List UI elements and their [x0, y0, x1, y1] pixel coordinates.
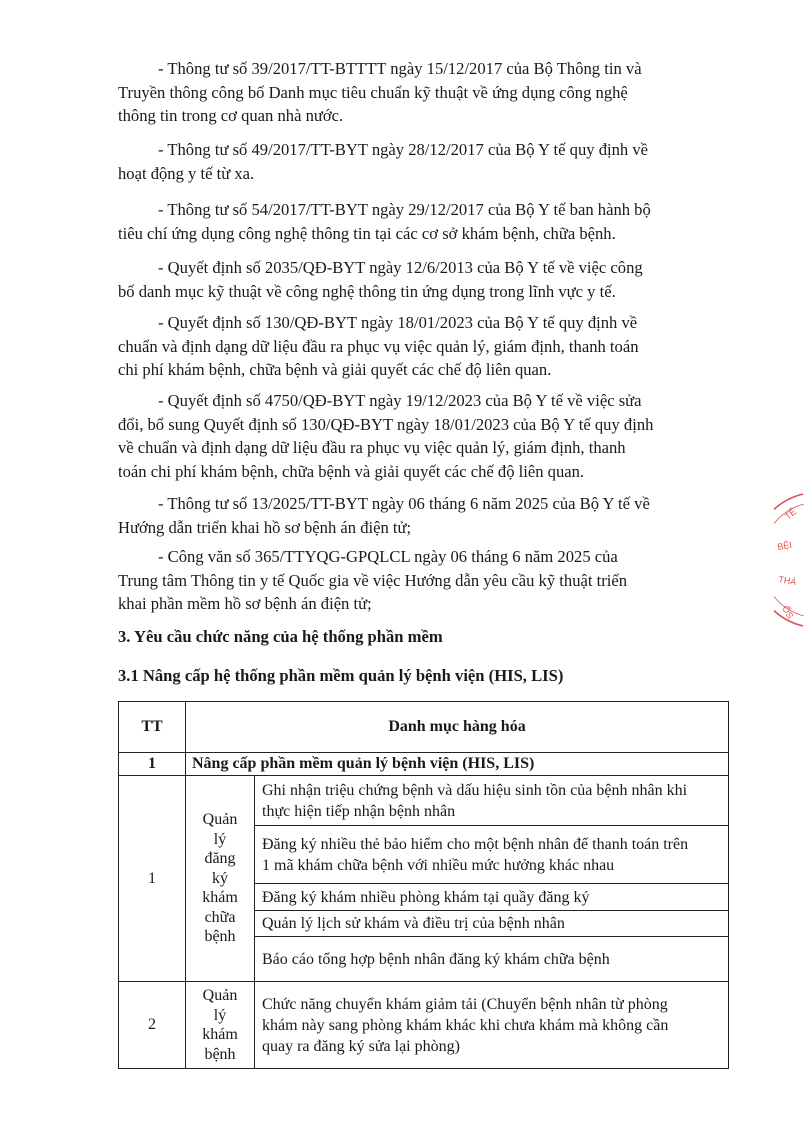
text-line: khai phần mềm hồ sơ bệnh án điện tử; — [118, 594, 372, 613]
item-line: khám này sang phòng khám khác khi chưa khám mà không cần — [262, 1016, 669, 1034]
text-line: bố danh mục kỹ thuật về công nghệ thông tin ứng dụng trong lĩnh vực y tế. — [118, 281, 616, 301]
group-name-line: lý — [213, 1006, 227, 1024]
paragraph-3 — [118, 198, 724, 245]
item-line: thực hiện tiếp nhận bệnh nhân — [262, 802, 456, 820]
item-line: Đăng ký nhiều thẻ bảo hiểm cho một bệnh nhân để thanh toán trên — [262, 835, 689, 853]
group-name-line: đăng — [204, 850, 236, 868]
paragraph-4 — [118, 256, 724, 303]
group-name-line: khám — [202, 889, 238, 907]
section-heading-3: 3. Yêu cầu chức năng của hệ thống phần mềm — [118, 627, 443, 646]
text-line: chi phí khám bệnh, chữa bệnh và giải quyết các chế độ liên quan. — [118, 360, 552, 379]
item-line: quay ra đăng ký sửa lại phòng) — [262, 1037, 460, 1055]
paragraph-2 — [118, 138, 724, 185]
text-line: - Quyết định số 130/QĐ-BYT ngày 18/01/2023 của Bộ Y tế quy định về — [158, 313, 638, 332]
item-line: Chức năng chuyển khám giảm tải (Chuyển bệnh nhân từ phòng — [262, 995, 668, 1013]
stamp-text: BỆI — [776, 539, 793, 552]
item-cell — [255, 826, 729, 884]
section-number: 1 — [119, 753, 186, 776]
group-name-line: Quản — [202, 811, 238, 829]
table-row — [119, 982, 729, 1069]
group-name-line: lý — [213, 830, 227, 848]
text-line: đổi, bổ sung Quyết định số 130/QĐ-BYT ngày 18/01/2023 của Bộ Y tế quy định — [118, 414, 654, 434]
text-line: chuẩn và định dạng dữ liệu đầu ra phục vụ việc quản lý, giám định, thanh toán — [118, 336, 639, 356]
text-line: Hướng dẫn triển khai hồ sơ bệnh án điện tử; — [118, 517, 412, 537]
item-line: Ghi nhận triệu chứng bệnh và dấu hiệu sinh tồn của bệnh nhân khi — [262, 781, 688, 799]
group-name-line: ký — [212, 869, 228, 887]
paragraph-6 — [118, 389, 724, 483]
item-line: Quản lý lịch sử khám và điều trị của bệnh nhân — [262, 915, 565, 932]
text-line: - Thông tư số 13/2025/TT-BYT ngày 06 tháng 6 năm 2025 của Bộ Y tế về — [158, 494, 650, 513]
item-line: Đăng ký khám nhiều phòng khám tại quầy đăng ký — [262, 888, 590, 906]
item-cell — [255, 776, 729, 826]
text-line: - Thông tư số 49/2017/TT-BYT ngày 28/12/2017 của Bộ Y tế quy định về — [158, 140, 649, 159]
group-name-line: bệnh — [204, 928, 236, 946]
section-title: Nâng cấp phần mềm quản lý bệnh viện (HIS, LIS) — [186, 753, 729, 776]
text-line: tiêu chí ứng dụng công nghệ thông tin tại các cơ sở khám bệnh, chữa bệnh. — [118, 223, 616, 243]
table-header-row — [119, 702, 729, 753]
text-line: - Công văn số 365/TTYQG-GPQLCL ngày 06 tháng 6 năm 2025 của — [158, 547, 618, 566]
text-line: - Quyết định số 2035/QĐ-BYT ngày 12/6/2013 của Bộ Y tế về việc công — [158, 258, 643, 277]
group-name-line: khám — [202, 1026, 238, 1043]
section-row — [119, 753, 729, 776]
stamp-text: THÁ — [777, 574, 798, 588]
item-cell — [255, 937, 729, 982]
stamp-text: TẾ — [782, 506, 799, 522]
paragraph-5 — [118, 311, 724, 382]
group-name — [186, 982, 255, 1069]
group-number: 2 — [119, 982, 186, 1069]
text-line: thông tin trong cơ quan nhà nước. — [118, 106, 344, 125]
item-line: 1 mã khám chữa bệnh với nhiều mức hưởng khác nhau — [262, 856, 615, 874]
group-name-line: chữa — [204, 908, 236, 926]
table-row — [119, 776, 729, 826]
header-tt: TT — [119, 702, 186, 753]
stamp-seal-icon — [774, 490, 804, 630]
official-stamp-fragment — [774, 490, 804, 630]
text-line: Trung tâm Thông tin y tế Quốc gia về việc Hướng dẫn yêu cầu kỹ thuật triển — [118, 570, 628, 590]
section-heading-3-1: 3.1 Nâng cấp hệ thống phần mềm quản lý bệnh viện (HIS, LIS) — [118, 666, 564, 685]
text-line: - Quyết định số 4750/QĐ-BYT ngày 19/12/2023 của Bộ Y tế về việc sửa — [158, 391, 642, 410]
item-cell — [255, 982, 729, 1069]
item-line: Báo cáo tổng hợp bệnh nhân đăng ký khám chữa bệnh — [262, 950, 610, 968]
text-line: - Thông tư số 54/2017/TT-BYT ngày 29/12/2017 của Bộ Y tế ban hành bộ — [158, 200, 651, 219]
group-name — [186, 776, 255, 982]
text-line: - Thông tư số 39/2017/TT-BTTTT ngày 15/12/2017 của Bộ Thông tin và — [158, 59, 642, 78]
stamp-text: ỐS — [780, 604, 796, 621]
goods-table — [118, 701, 729, 1069]
text-line: về chuẩn và định dạng dữ liệu đầu ra phục vụ việc quản lý, giám định, thanh — [118, 438, 626, 457]
text-line: toán chi phí khám bệnh, chữa bệnh và giải quyết các chế độ liên quan. — [118, 461, 585, 481]
item-cell — [255, 911, 729, 937]
item-cell — [255, 884, 729, 911]
group-name-line: Quản — [202, 987, 238, 1004]
paragraph-1 — [118, 57, 724, 128]
group-name-line: bệnh — [204, 1045, 236, 1063]
text-line: Truyền thông công bố Danh mục tiêu chuẩn kỹ thuật về ứng dụng công nghệ — [118, 82, 628, 102]
header-item: Danh mục hàng hóa — [186, 702, 729, 753]
text-line: hoạt động y tế từ xa. — [118, 163, 255, 183]
paragraph-8 — [118, 545, 724, 616]
paragraph-7 — [118, 492, 724, 539]
group-number: 1 — [119, 776, 186, 982]
